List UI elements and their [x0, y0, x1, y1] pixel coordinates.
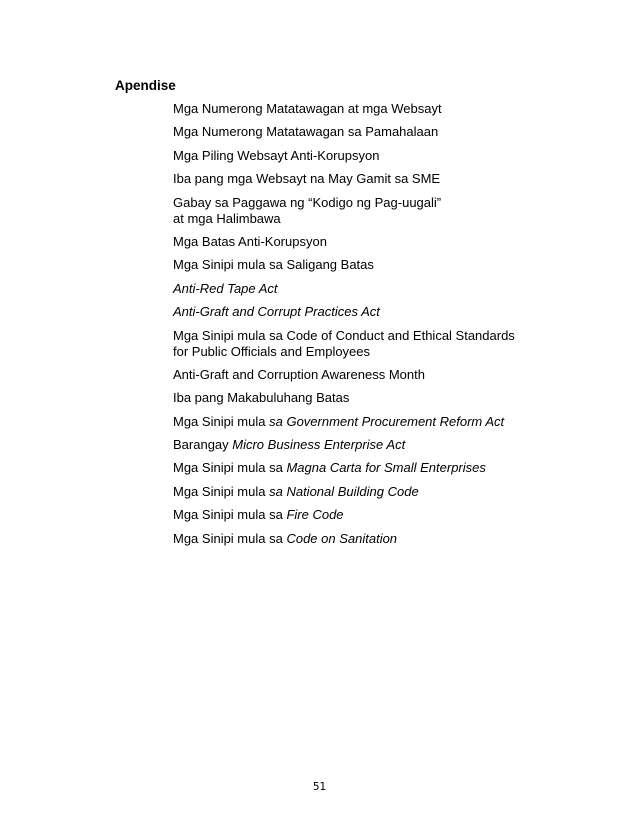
- appendix-item: [173, 234, 593, 250]
- appendix-item: [173, 328, 593, 360]
- appendix-item: [173, 460, 593, 476]
- appendix-item: [173, 195, 593, 227]
- appendix-item: [173, 437, 593, 453]
- section-heading: Apendise: [115, 78, 176, 93]
- appendix-item-text: Mga Sinipi mula sa Code of Conduct and Ethical Standards for Public Officials and Employees: [173, 327, 515, 359]
- appendix-item: [173, 101, 593, 117]
- appendix-item-text: Gabay sa Paggawa ng “Kodigo ng Pag-uugali” at mga Halimbawa: [173, 194, 442, 226]
- appendix-item-italic-text: Anti-Graft and Corrupt Practices Act: [173, 304, 380, 320]
- appendix-item-italic-text: sa National Building Code: [269, 483, 419, 499]
- appendix-item-text: Mga Sinipi mula: [173, 413, 270, 429]
- appendix-item: [173, 367, 593, 383]
- appendix-item-italic-text: Fire Code: [286, 507, 344, 523]
- appendix-item-text: Mga Sinipi mula sa: [173, 507, 287, 523]
- appendix-item: [173, 148, 593, 164]
- appendix-item-text: Mga Sinipi mula sa: [173, 530, 287, 546]
- appendix-item-text: Mga Numerong Matatawagan sa Pamahalaan: [173, 124, 439, 140]
- page-number: 51: [312, 781, 327, 793]
- appendix-item: [173, 171, 593, 187]
- appendix-item: [173, 507, 593, 523]
- appendix-item-text: Mga Piling Websayt Anti-Korupsyon: [173, 147, 380, 163]
- appendix-item-text: Mga Numerong Matatawagan at mga Websayt: [173, 101, 442, 116]
- appendix-item: [173, 414, 593, 430]
- appendix-item: [173, 390, 593, 406]
- appendix-item-text: Mga Sinipi mula sa: [173, 460, 287, 476]
- appendix-item-text: Anti-Graft and Corruption Awareness Month: [173, 366, 425, 382]
- appendix-item-italic-text: Anti-Red Tape Act: [173, 280, 278, 296]
- appendix-item: [173, 484, 593, 500]
- appendix-item-text: Mga Batas Anti-Korupsyon: [173, 233, 327, 249]
- appendix-item-italic-text: Micro Business Enterprise Act: [232, 437, 406, 453]
- appendix-item-text: Mga Sinipi mula sa Saligang Batas: [173, 257, 374, 273]
- appendix-list: [173, 101, 593, 554]
- appendix-item-italic-text: sa Government Procurement Reform Act: [269, 413, 505, 429]
- appendix-item: [173, 124, 593, 140]
- appendix-item-text: Iba pang Makabuluhang Batas: [173, 390, 350, 406]
- appendix-item: [173, 281, 593, 297]
- appendix-item-italic-text: Magna Carta for Small Enterprises: [286, 460, 486, 476]
- appendix-item-italic-text: Code on Sanitation: [286, 530, 398, 546]
- appendix-item-text: Barangay: [173, 437, 233, 453]
- appendix-item-text: Iba pang mga Websayt na May Gamit sa SME: [173, 171, 441, 187]
- appendix-item-text: Mga Sinipi mula: [173, 483, 270, 499]
- appendix-item: [173, 304, 593, 320]
- appendix-item: [173, 531, 593, 547]
- appendix-item: [173, 257, 593, 273]
